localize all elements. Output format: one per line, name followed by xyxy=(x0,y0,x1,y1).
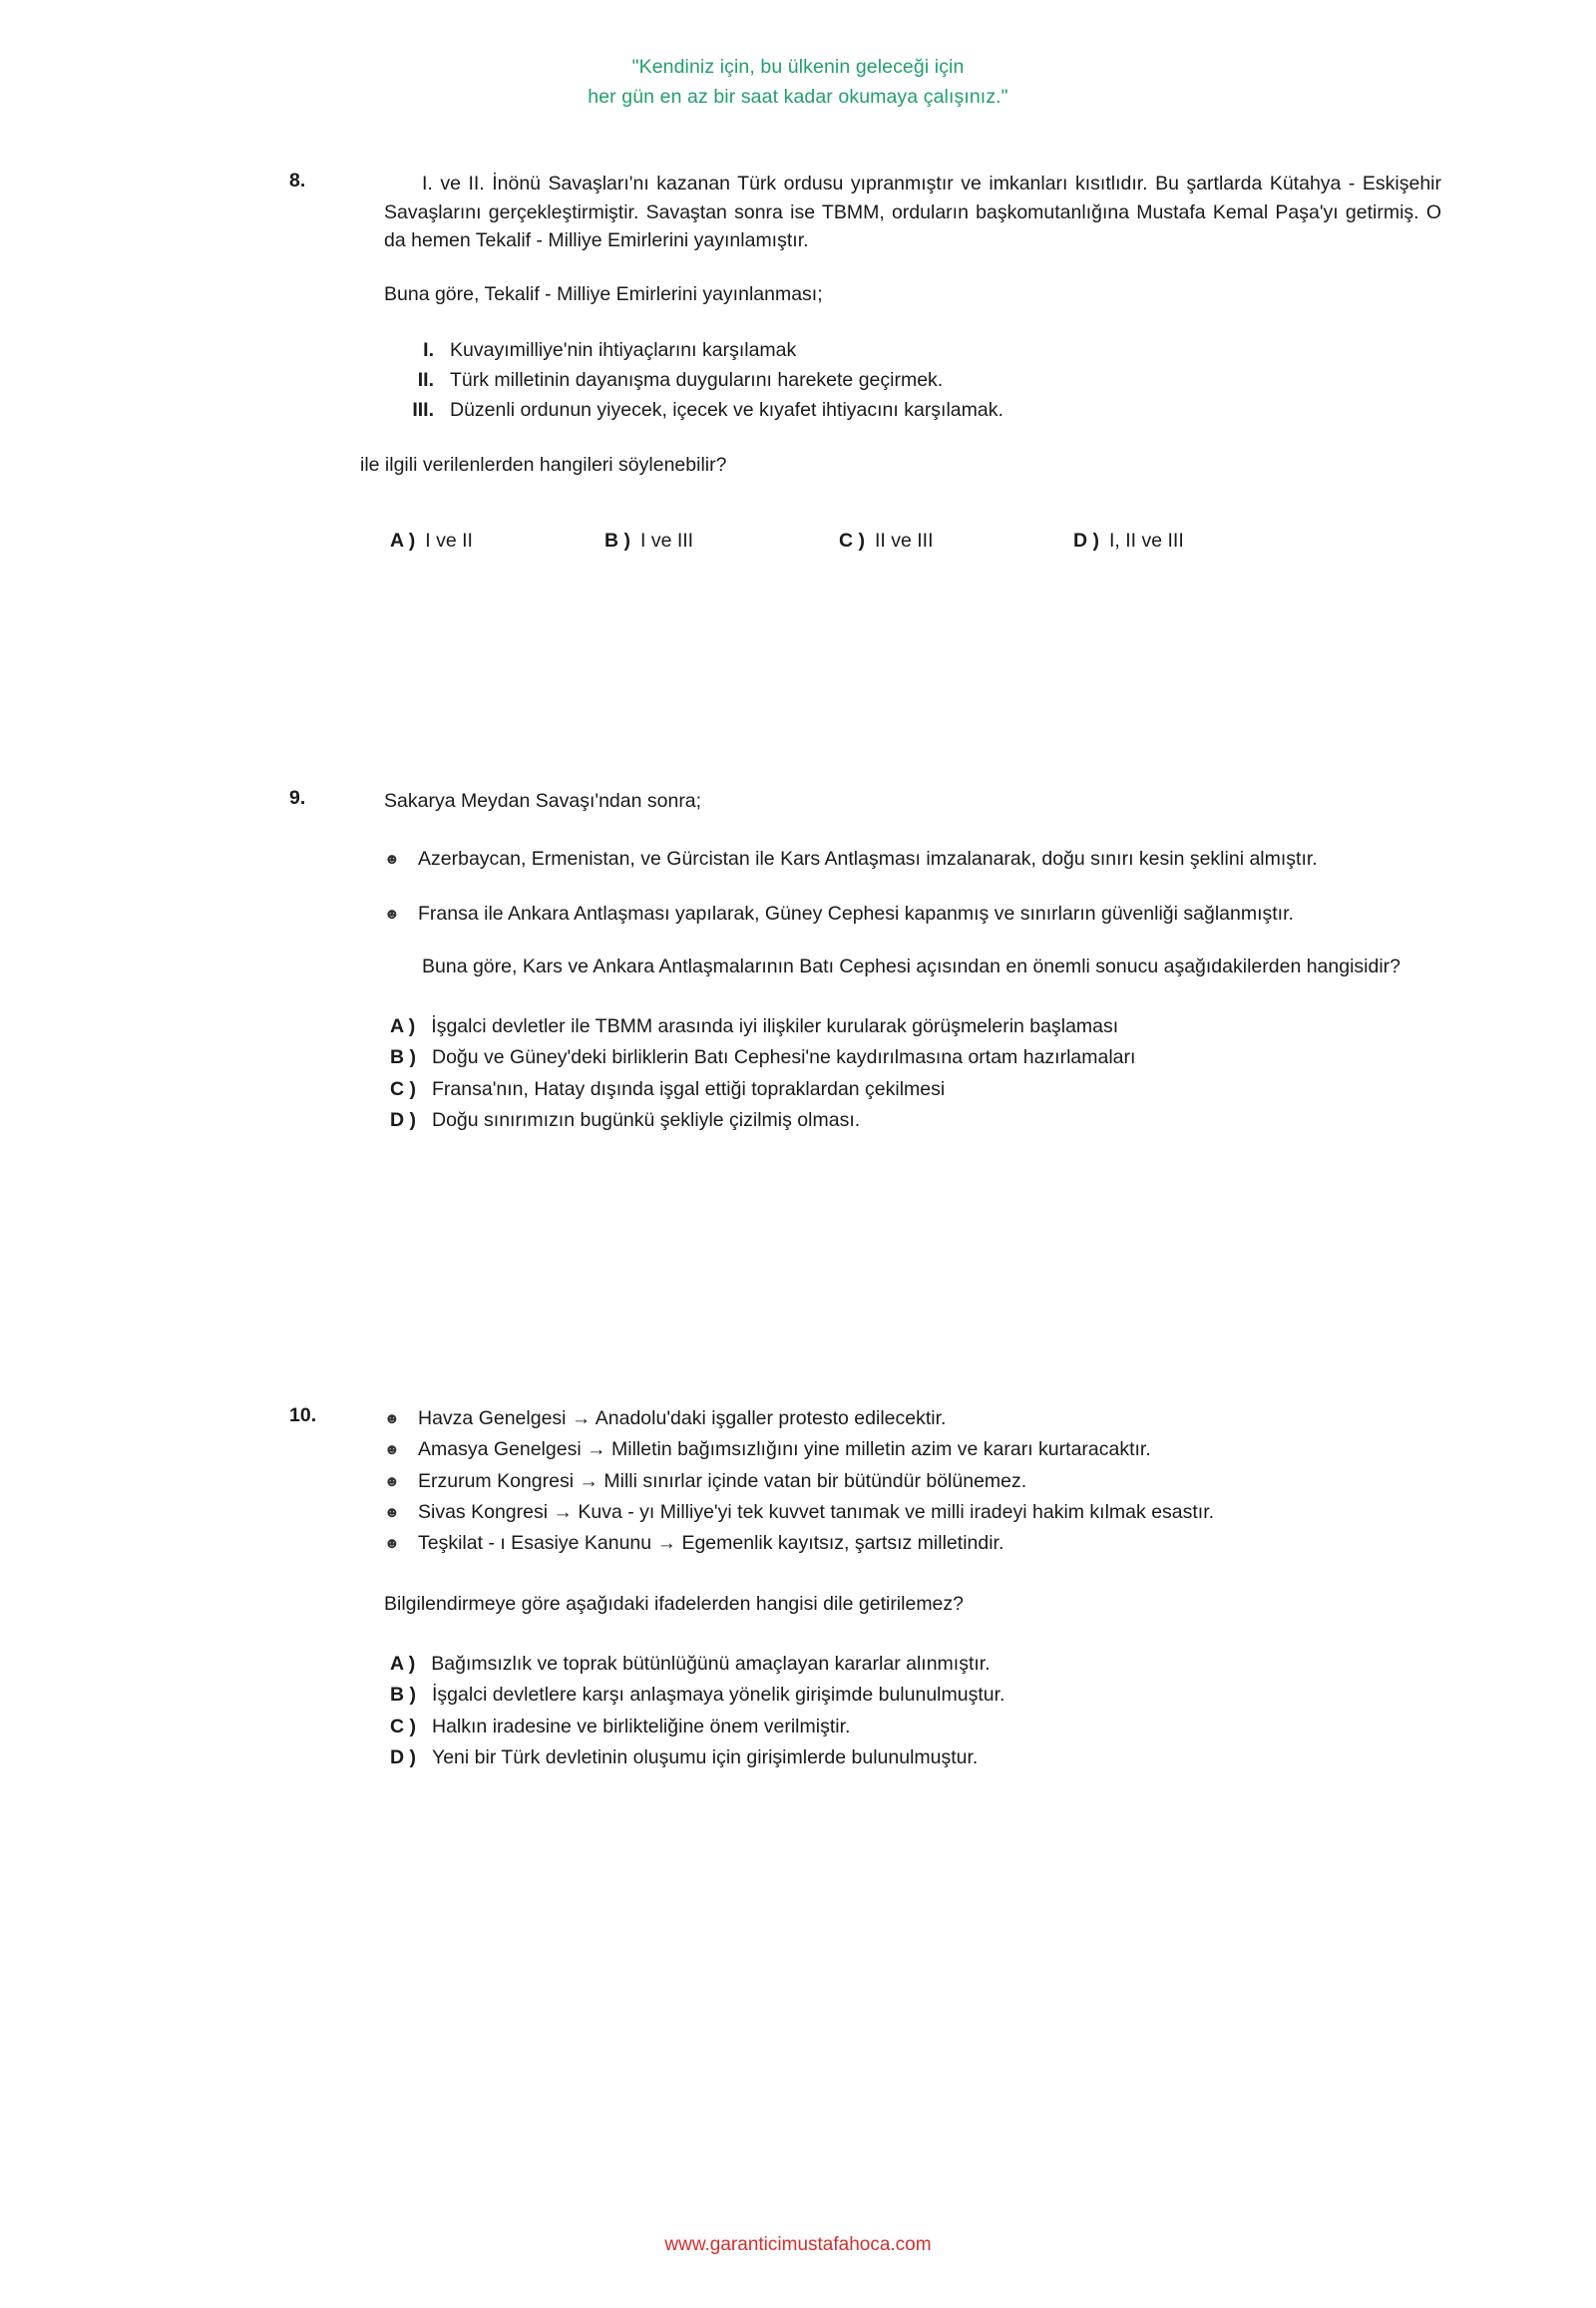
header-quote xyxy=(0,52,1596,112)
roman-label: II. xyxy=(417,368,434,391)
bullet-icon: ☻ xyxy=(384,906,400,924)
question-10-choices xyxy=(390,1649,1441,1774)
bullet-icon: ☻ xyxy=(384,1441,400,1459)
roman-item xyxy=(392,335,1441,365)
question-9 xyxy=(289,787,1441,1137)
choice-option-b[interactable] xyxy=(390,1042,1441,1074)
question-8-subprompt: Buna göre, Tekalif - Milliye Emirlerini yayınlanması; xyxy=(384,283,823,306)
bullet-text: Havza Genelgesi → Anadolu'daki işgaller protesto edilecektir. xyxy=(418,1407,947,1430)
choice-letter: C ) xyxy=(390,1715,416,1737)
choice-option-b[interactable] xyxy=(604,527,839,555)
question-10-bullet-list xyxy=(384,1404,1441,1558)
choice-letter: B ) xyxy=(604,530,630,553)
choice-text: Bağımsızlık ve toprak bütünlüğünü amaçlayan kararlar alınmıştır. xyxy=(431,1652,991,1675)
bullet-item xyxy=(384,1404,1441,1433)
choice-letter: B ) xyxy=(390,1046,416,1069)
question-10-number: 10. xyxy=(289,1404,317,1427)
choice-text: Doğu ve Güney'deki birliklerin Batı Cephesi'ne kaydırılmasına ortam hazırlamaları xyxy=(432,1046,1136,1069)
bullet-icon: ☻ xyxy=(384,1472,400,1490)
bullet-item xyxy=(384,1529,1441,1558)
choice-text: Halkın iradesine ve birlikteliğine önem verilmiştir. xyxy=(432,1715,851,1737)
bullet-item xyxy=(384,1467,1441,1496)
bullet-text: Sivas Kongresi → Kuva - yı Milliye'yi tek kuvvet tanımak ve milli iradeyi hakim kılmak esastır. xyxy=(418,1500,1215,1523)
question-8 xyxy=(289,170,1441,555)
bullet-text: Azerbaycan, Ermenistan, ve Gürcistan ile Kars Antlaşması imzalanarak, doğu sınırı kesin şeklini almıştır. xyxy=(418,847,1318,870)
question-9-number: 9. xyxy=(289,786,306,809)
choice-option-c[interactable] xyxy=(390,1712,1441,1743)
bullet-item xyxy=(384,845,1441,874)
bullet-text: Fransa ile Ankara Antlaşması yapılarak, Güney Cephesi kapanmış ve sınırların güvenliği sağlanmıştır. xyxy=(418,903,1294,926)
bullet-icon: ☻ xyxy=(384,1503,400,1521)
roman-item xyxy=(392,395,1441,425)
choice-option-a[interactable] xyxy=(390,527,604,555)
question-8-after-list: ile ilgili verilenlerden hangileri söylenebilir? xyxy=(360,454,727,477)
bullet-text: Teşkilat - ı Esasiye Kanunu → Egemenlik kayıtsız, şartsız milletindir. xyxy=(418,1532,1004,1555)
bullet-icon: ☻ xyxy=(384,1410,400,1428)
bullet-item xyxy=(384,900,1441,929)
document-page xyxy=(0,52,1596,2308)
choice-option-d[interactable] xyxy=(1073,527,1184,555)
bullet-item xyxy=(384,1435,1441,1464)
choice-text: II ve III xyxy=(875,530,934,553)
document-content xyxy=(155,170,1441,1773)
roman-label: I. xyxy=(423,338,434,361)
question-9-after-list: Buna göre, Kars ve Ankara Antlaşmalarının Batı Cephesi açısından en önemli sonucu aşağıdakilerden hangisidir? xyxy=(422,956,1401,978)
choice-option-d[interactable] xyxy=(390,1105,1441,1137)
choice-option-c[interactable] xyxy=(390,1074,1441,1106)
choice-letter: B ) xyxy=(390,1684,416,1707)
question-9-body xyxy=(384,787,1441,1137)
choice-letter: A ) xyxy=(390,1652,416,1675)
choice-letter: C ) xyxy=(839,530,865,553)
choice-letter: D ) xyxy=(390,1109,416,1132)
question-8-stem: I. ve II. İnönü Savaşları'nı kazanan Türk ordusu yıpranmıştır ve imkanları kısıtlıdır. Bu şartlarda Kütahya - Eskişehir Savaşlarını gerçekleştirmiştir. Savaştan sonra ise TBMM, orduların başkomutanlığına Mustafa Kemal Paşa'yı getirmiş. O da hemen Tekalif - Milliye Emirlerini yayınlamıştır. xyxy=(384,173,1441,251)
question-9-bullet-list xyxy=(384,845,1441,930)
roman-label: III. xyxy=(412,398,434,421)
choice-text: Doğu sınırımızın bugünkü şekliyle çizilmiş olması. xyxy=(432,1109,861,1132)
roman-text: Kuvayımilliye'nin ihtiyaçlarını karşılamak xyxy=(450,338,797,361)
bullet-icon: ☻ xyxy=(384,850,400,868)
choice-text: Fransa'nın, Hatay dışında işgal ettiği topraklardan çekilmesi xyxy=(432,1077,946,1100)
choice-letter: D ) xyxy=(390,1746,416,1769)
bullet-item xyxy=(384,1498,1441,1527)
choice-text: I ve III xyxy=(640,530,694,553)
roman-text: Türk milletinin dayanışma duygularını harekete geçirmek. xyxy=(450,368,944,391)
question-8-choices xyxy=(390,527,1441,555)
bullet-text: Erzurum Kongresi → Milli sınırlar içinde vatan bir bütündür bölünemez. xyxy=(418,1469,1027,1492)
header-quote-line-1: "Kendiniz için, bu ülkenin geleceği için xyxy=(631,56,965,78)
choice-text: I, II ve III xyxy=(1109,530,1184,553)
choice-option-b[interactable] xyxy=(390,1680,1441,1712)
question-8-roman-list xyxy=(392,335,1441,426)
choice-text: I ve II xyxy=(425,530,473,553)
choice-text: İşgalci devletler ile TBMM arasında iyi ilişkiler kurularak görüşmelerin başlaması xyxy=(431,1014,1119,1037)
choice-letter: A ) xyxy=(390,530,416,553)
roman-text: Düzenli ordunun yiyecek, içecek ve kıyafet ihtiyacını karşılamak. xyxy=(450,398,1003,421)
choice-option-c[interactable] xyxy=(839,527,1073,555)
question-8-body xyxy=(360,170,1441,555)
footer-website[interactable]: www.garanticimustafahoca.com xyxy=(664,2234,932,2255)
roman-item xyxy=(392,365,1441,395)
question-9-stem: Sakarya Meydan Savaşı'ndan sonra; xyxy=(384,789,702,812)
choice-letter: A ) xyxy=(390,1014,416,1037)
question-9-choices xyxy=(390,1011,1441,1137)
choice-option-a[interactable] xyxy=(390,1649,1441,1681)
question-10-after-list: Bilgilendirmeye göre aşağıdaki ifadelerden hangisi dile getirilemez? xyxy=(384,1593,965,1616)
bullet-text: Amasya Genelgesi → Milletin bağımsızlığını yine milletin azim ve kararı kurtaracaktır. xyxy=(418,1438,1151,1461)
choice-option-d[interactable] xyxy=(390,1742,1441,1774)
choice-letter: D ) xyxy=(1073,530,1099,553)
header-quote-line-2: her gün en az bir saat kadar okumaya çalışınız." xyxy=(588,86,1008,109)
choice-option-a[interactable] xyxy=(390,1011,1441,1043)
question-10 xyxy=(289,1404,1441,1774)
bullet-icon: ☻ xyxy=(384,1535,400,1553)
question-8-number: 8. xyxy=(289,170,306,192)
question-10-body xyxy=(384,1404,1441,1774)
choice-letter: C ) xyxy=(390,1077,416,1100)
choice-text: İşgalci devletlere karşı anlaşmaya yönelik girişimde bulunulmuştur. xyxy=(432,1684,1005,1707)
choice-text: Yeni bir Türk devletinin oluşumu için girişimlerde bulunulmuştur. xyxy=(432,1746,979,1769)
